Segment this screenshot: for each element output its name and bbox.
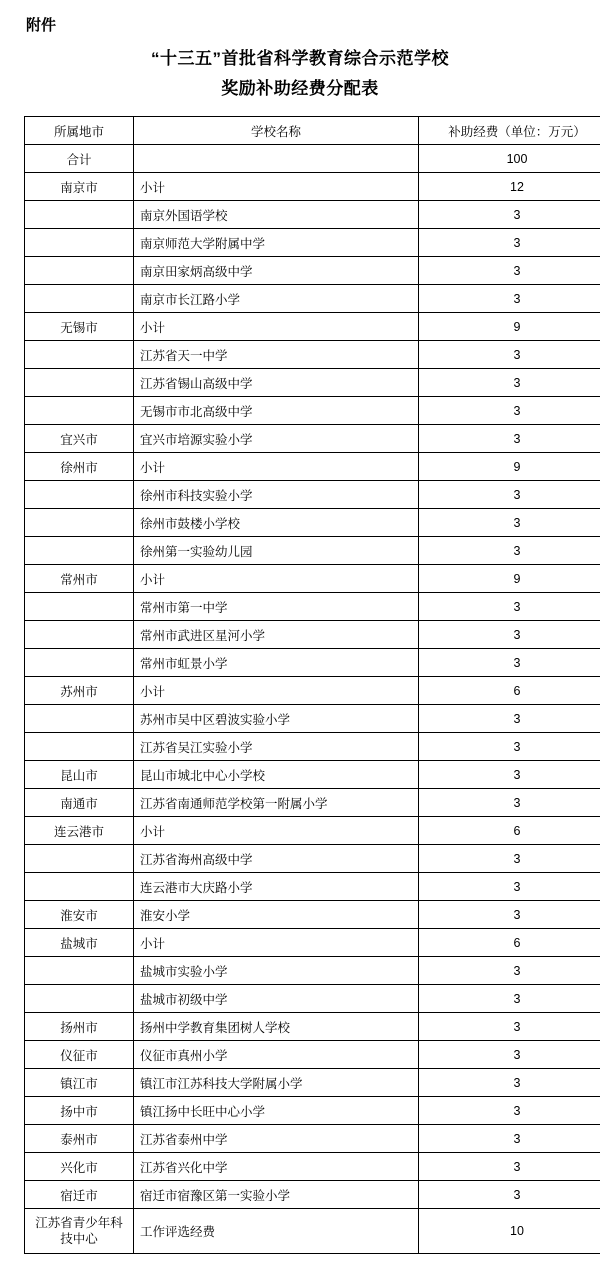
cell-amount: 3	[419, 537, 600, 565]
table-row	[25, 761, 600, 789]
cell-amount: 3	[419, 957, 600, 985]
cell-amount: 3	[419, 341, 600, 369]
cell-city: 泰州市	[25, 1125, 134, 1153]
cell-amount: 3	[419, 229, 600, 257]
table-header-row	[25, 117, 600, 145]
cell-city: 淮安市	[25, 901, 134, 929]
cell-school: 江苏省兴化中学	[134, 1153, 419, 1181]
cell-school: 江苏省吴江实验小学	[134, 733, 419, 761]
cell-city	[25, 201, 134, 229]
table-row	[25, 145, 600, 173]
cell-city	[25, 397, 134, 425]
cell-city: 常州市	[25, 565, 134, 593]
table-row	[25, 1069, 600, 1097]
cell-amount: 3	[419, 593, 600, 621]
attachment-label: 附件	[26, 17, 57, 34]
table-row	[25, 1097, 600, 1125]
cell-amount: 3	[419, 481, 600, 509]
column-header-school: 学校名称	[134, 117, 419, 145]
cell-school: 淮安小学	[134, 901, 419, 929]
cell-amount: 3	[419, 201, 600, 229]
cell-amount: 100	[419, 145, 600, 173]
table-row	[25, 229, 600, 257]
cell-amount: 3	[419, 649, 600, 677]
cell-city	[25, 341, 134, 369]
cell-city	[25, 593, 134, 621]
cell-amount: 9	[419, 313, 600, 341]
cell-amount: 6	[419, 929, 600, 957]
cell-amount: 9	[419, 565, 600, 593]
table-row	[25, 481, 600, 509]
cell-city	[25, 705, 134, 733]
cell-amount: 12	[419, 173, 600, 201]
cell-city	[25, 481, 134, 509]
cell-amount: 3	[419, 901, 600, 929]
table-row	[25, 285, 600, 313]
table-row	[25, 565, 600, 593]
cell-city: 南通市	[25, 789, 134, 817]
table-row	[25, 677, 600, 705]
cell-amount: 3	[419, 733, 600, 761]
cell-school: 盐城市实验小学	[134, 957, 419, 985]
cell-amount: 3	[419, 397, 600, 425]
cell-amount: 3	[419, 1153, 600, 1181]
table-row	[25, 313, 600, 341]
cell-city: 镇江市	[25, 1069, 134, 1097]
table-row	[25, 341, 600, 369]
cell-amount: 3	[419, 369, 600, 397]
column-header-city: 所属地市	[25, 117, 134, 145]
page-title	[24, 44, 576, 104]
cell-school: 小计	[134, 929, 419, 957]
table-row	[25, 397, 600, 425]
cell-school: 仪征市真州小学	[134, 1041, 419, 1069]
cell-school: 宿迁市宿豫区第一实验小学	[134, 1181, 419, 1209]
cell-school: 镇江市江苏科技大学附属小学	[134, 1069, 419, 1097]
table-row	[25, 845, 600, 873]
cell-school: 江苏省南通师范学校第一附属小学	[134, 789, 419, 817]
cell-city: 苏州市	[25, 677, 134, 705]
cell-amount: 3	[419, 761, 600, 789]
cell-city	[25, 369, 134, 397]
cell-city: 无锡市	[25, 313, 134, 341]
cell-school: 昆山市城北中心小学校	[134, 761, 419, 789]
cell-school: 小计	[134, 677, 419, 705]
cell-city: 江苏省青少年科技中心	[25, 1209, 134, 1254]
cell-amount: 3	[419, 1013, 600, 1041]
cell-amount: 6	[419, 677, 600, 705]
cell-school: 常州市第一中学	[134, 593, 419, 621]
cell-school: 小计	[134, 817, 419, 845]
cell-school: 小计	[134, 313, 419, 341]
table-row	[25, 369, 600, 397]
table-row	[25, 957, 600, 985]
table-row	[25, 649, 600, 677]
table-row	[25, 1153, 600, 1181]
table-row	[25, 173, 600, 201]
cell-school: 工作评选经费	[134, 1209, 419, 1254]
cell-city: 盐城市	[25, 929, 134, 957]
cell-city	[25, 621, 134, 649]
page-title-line-2: 奖励补助经费分配表	[221, 79, 379, 98]
table-row	[25, 985, 600, 1013]
cell-school: 徐州市鼓楼小学校	[134, 509, 419, 537]
table-row	[25, 901, 600, 929]
cell-city	[25, 985, 134, 1013]
cell-amount: 6	[419, 817, 600, 845]
cell-school: 江苏省海州高级中学	[134, 845, 419, 873]
table-row	[25, 705, 600, 733]
table-row	[25, 1013, 600, 1041]
table-row	[25, 1125, 600, 1153]
cell-city: 扬中市	[25, 1097, 134, 1125]
table-row	[25, 929, 600, 957]
cell-amount: 3	[419, 285, 600, 313]
table-row	[25, 817, 600, 845]
cell-school	[134, 145, 419, 173]
cell-school: 小计	[134, 453, 419, 481]
table-row	[25, 789, 600, 817]
cell-amount: 3	[419, 1069, 600, 1097]
table-row	[25, 257, 600, 285]
table-row	[25, 425, 600, 453]
table-row	[25, 1181, 600, 1209]
cell-city: 南京市	[25, 173, 134, 201]
cell-amount: 3	[419, 257, 600, 285]
cell-school: 江苏省天一中学	[134, 341, 419, 369]
cell-school: 江苏省泰州中学	[134, 1125, 419, 1153]
column-header-amount: 补助经费（单位：万元）	[419, 117, 600, 145]
cell-city	[25, 733, 134, 761]
cell-amount: 9	[419, 453, 600, 481]
cell-city: 连云港市	[25, 817, 134, 845]
cell-school: 南京田家炳高级中学	[134, 257, 419, 285]
table-body	[25, 145, 600, 1254]
cell-school: 江苏省锡山高级中学	[134, 369, 419, 397]
cell-amount: 3	[419, 1181, 600, 1209]
cell-amount: 3	[419, 621, 600, 649]
table-row	[25, 509, 600, 537]
cell-city: 扬州市	[25, 1013, 134, 1041]
cell-school: 苏州市吴中区碧波实验小学	[134, 705, 419, 733]
cell-amount: 3	[419, 985, 600, 1013]
cell-amount: 3	[419, 1125, 600, 1153]
table-row	[25, 593, 600, 621]
cell-school: 南京市长江路小学	[134, 285, 419, 313]
cell-city	[25, 845, 134, 873]
cell-amount: 3	[419, 845, 600, 873]
cell-school: 镇江扬中长旺中心小学	[134, 1097, 419, 1125]
cell-city: 合计	[25, 145, 134, 173]
cell-amount: 3	[419, 873, 600, 901]
page-title-line-1: “十三五”首批省科学教育综合示范学校	[151, 49, 449, 68]
cell-school: 南京师范大学附属中学	[134, 229, 419, 257]
cell-city: 宜兴市	[25, 425, 134, 453]
cell-city	[25, 509, 134, 537]
cell-school: 南京外国语学校	[134, 201, 419, 229]
table-row	[25, 201, 600, 229]
cell-city	[25, 873, 134, 901]
cell-city	[25, 649, 134, 677]
table-row	[25, 453, 600, 481]
cell-school: 盐城市初级中学	[134, 985, 419, 1013]
table-row	[25, 733, 600, 761]
cell-school: 扬州中学教育集团树人学校	[134, 1013, 419, 1041]
table-header	[25, 117, 600, 145]
cell-amount: 10	[419, 1209, 600, 1254]
cell-school: 小计	[134, 565, 419, 593]
cell-city	[25, 285, 134, 313]
cell-city: 仪征市	[25, 1041, 134, 1069]
table-row	[25, 873, 600, 901]
cell-city: 徐州市	[25, 453, 134, 481]
fund-allocation-table	[24, 116, 600, 1254]
cell-school: 无锡市市北高级中学	[134, 397, 419, 425]
cell-school: 徐州第一实验幼儿园	[134, 537, 419, 565]
cell-school: 徐州市科技实验小学	[134, 481, 419, 509]
cell-amount: 3	[419, 1041, 600, 1069]
table-row	[25, 621, 600, 649]
cell-city	[25, 229, 134, 257]
cell-city	[25, 537, 134, 565]
cell-city: 兴化市	[25, 1153, 134, 1181]
cell-city: 昆山市	[25, 761, 134, 789]
cell-school: 常州市虹景小学	[134, 649, 419, 677]
table-row	[25, 537, 600, 565]
cell-school: 连云港市大庆路小学	[134, 873, 419, 901]
cell-amount: 3	[419, 425, 600, 453]
cell-city: 宿迁市	[25, 1181, 134, 1209]
cell-city	[25, 957, 134, 985]
table-row	[25, 1041, 600, 1069]
cell-amount: 3	[419, 789, 600, 817]
cell-school: 常州市武进区星河小学	[134, 621, 419, 649]
cell-amount: 3	[419, 705, 600, 733]
cell-school: 宜兴市培源实验小学	[134, 425, 419, 453]
cell-city	[25, 257, 134, 285]
table-row	[25, 1209, 600, 1254]
cell-amount: 3	[419, 1097, 600, 1125]
cell-school: 小计	[134, 173, 419, 201]
cell-amount: 3	[419, 509, 600, 537]
